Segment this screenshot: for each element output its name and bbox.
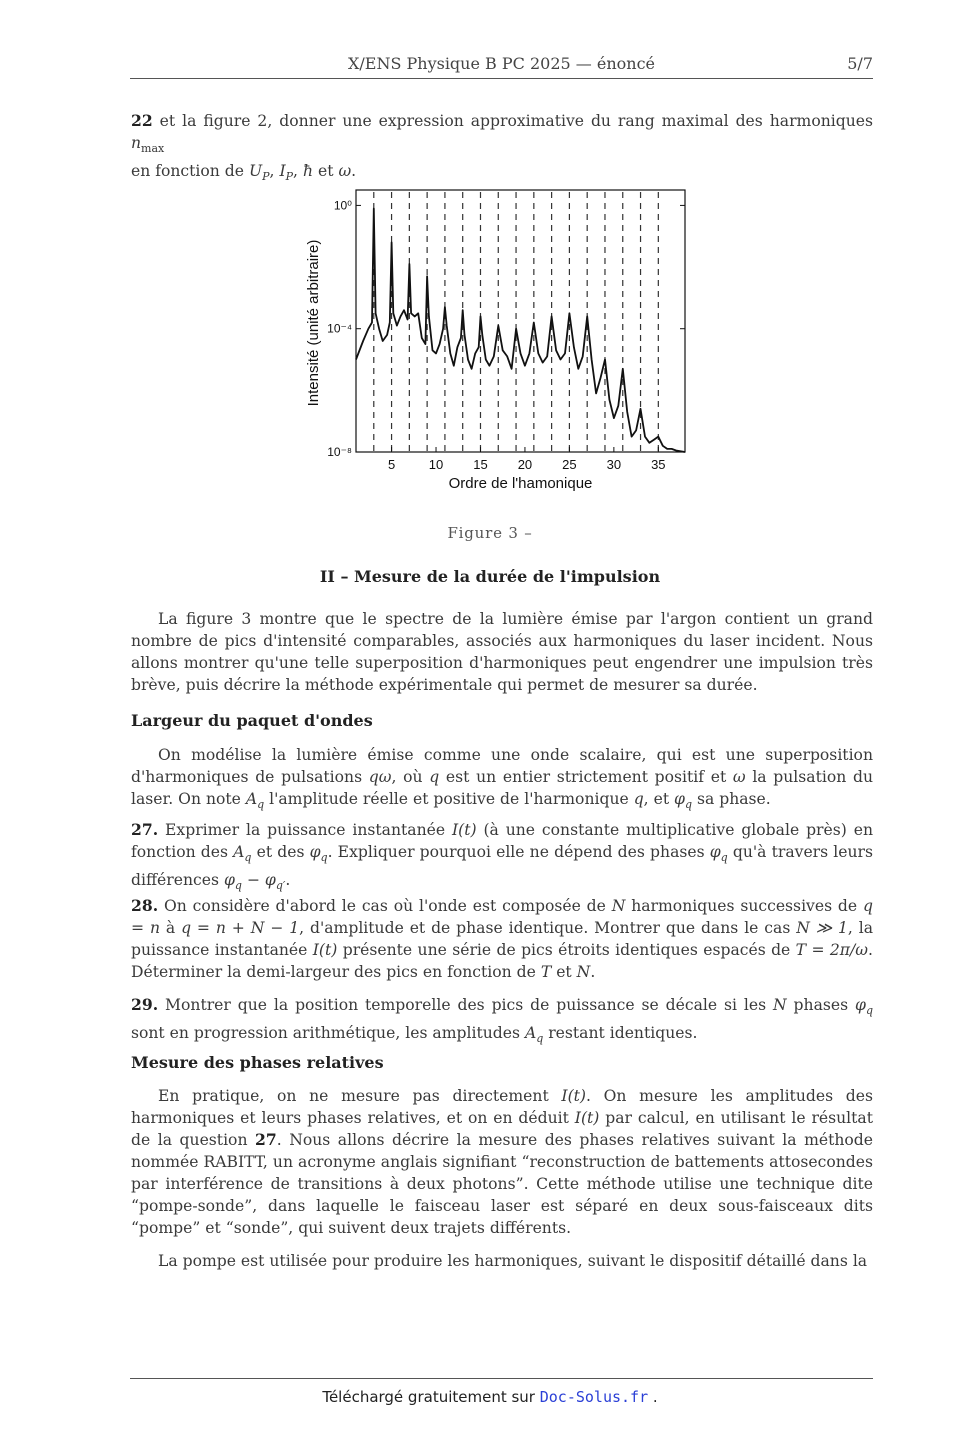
math: q = n (131, 897, 873, 937)
intro-paragraph (131, 110, 873, 188)
text: . Nous allons décrire la mesure des phases relatives suivant la méthode nommée RABITT, un acronyme anglais signifiant “reconstruction de battements attosecondes par interférence de transitions à deux photons”. Cette méthode utilise une technique dite “pompe-sonde”, dans laquelle le faisceau laser est séparé en deux sous-faisceaux dits “pompe” et “sonde”, qui suivent deux trajets différents. (131, 1131, 874, 1237)
math: q (429, 768, 440, 786)
text: . (590, 963, 596, 981)
text: sa phase. (692, 790, 771, 808)
x-tick-label: 20 (517, 457, 533, 472)
y-tick-label: 10⁻⁴ (327, 321, 352, 336)
intro-text: , (293, 162, 303, 181)
question-27 (131, 819, 873, 897)
question-number: 28. (131, 896, 159, 915)
text: et (551, 963, 577, 981)
math: q (633, 790, 644, 808)
math: T = 2π/ω (795, 941, 869, 959)
math-sub: q′ (275, 879, 286, 893)
question-number: 29. (131, 995, 159, 1014)
text: et des (251, 843, 310, 861)
y-axis-label: Intensité (unité arbitraire) (305, 239, 322, 407)
x-tick-label: 15 (473, 457, 488, 472)
paragraph-2 (131, 744, 873, 816)
footer-text: . (648, 1388, 658, 1406)
math: φ (223, 871, 235, 890)
math: I(t) (561, 1087, 586, 1105)
document-title: X/ENS Physique B PC 2025 — énoncé (347, 54, 655, 73)
math: I(t) (451, 821, 477, 839)
text: , et (643, 790, 675, 808)
footer-text: Téléchargé gratuitement sur (322, 1388, 540, 1406)
math-sub: q (865, 1004, 873, 1018)
page-number: 5/7 (847, 54, 873, 73)
y-tick-label: 10⁰ (333, 198, 352, 213)
intro-text: et (313, 162, 339, 181)
math: − φ (241, 871, 276, 890)
math: I(t) (312, 941, 338, 959)
text: . Déterminer la demi-largeur des pics en fonction de (131, 941, 873, 981)
text: , d'amplitude et de phase identique. Montrer que dans le cas (299, 919, 797, 937)
math-sub: P (262, 170, 270, 184)
harmonic-spectrum-chart (290, 180, 710, 510)
section-title: II – Mesure de la durée de l'impulsion (319, 567, 661, 586)
text: , où (391, 768, 430, 786)
text: est un entier strictement positif et (439, 768, 733, 786)
math: A (245, 790, 258, 808)
y-tick-label: 10⁻⁸ (327, 445, 352, 459)
math-sub: q (536, 1032, 544, 1046)
figure-caption: Figure 3 – (447, 524, 533, 542)
math-hbar: ħ (302, 162, 314, 181)
text: (à une constante multiplicative globale près) en fonction des (131, 821, 873, 861)
math-sub: q (720, 851, 728, 865)
text: En pratique, on ne mesure pas directement (158, 1087, 562, 1105)
text: restant identiques. (543, 1024, 698, 1043)
text: par calcul, en utilisant le résultat de la question (131, 1109, 873, 1149)
x-axis-label: Ordre de l'hamonique (448, 475, 593, 492)
question-29 (131, 994, 873, 1050)
spectrum-series-line (356, 209, 685, 453)
question-number: 22 (131, 111, 153, 130)
math-sub: q (257, 798, 265, 812)
question-reference: 27 (255, 1130, 277, 1149)
text: , la puissance instantanée (131, 919, 873, 959)
math: qω (368, 768, 392, 786)
math: I(t) (574, 1109, 600, 1127)
math: ω (732, 768, 746, 786)
intro-text: et la figure 2, donner une expression approximative du rang maximal des harmoniques (152, 112, 873, 130)
math: φ (309, 843, 321, 861)
math: N (611, 897, 626, 915)
text: On modélise la lumière émise comme une onde scalaire, qui est une superposition d'harmoniques de pulsations (131, 746, 873, 786)
paragraph-3 (131, 1085, 873, 1239)
math-sub: P (285, 170, 294, 184)
x-tick-label: 30 (606, 457, 622, 472)
text: la pulsation du laser. On note (131, 768, 873, 808)
math-sub: q (320, 851, 328, 865)
text: Montrer que la position temporelle des pics de puissance se décale si les (158, 996, 773, 1014)
text: phases (786, 996, 856, 1014)
text: à (160, 919, 182, 937)
math: N (576, 963, 591, 981)
question-number: 27. (131, 820, 159, 839)
text: harmoniques successives de (625, 897, 863, 915)
text: Exprimer la puissance instantanée (158, 821, 452, 839)
x-tick-label: 5 (387, 457, 396, 472)
page-header (130, 52, 873, 79)
subsection-title-2: Mesure des phases relatives (131, 1053, 384, 1072)
math: φ (709, 843, 721, 861)
math-sub: q (234, 879, 242, 893)
x-tick-label: 10 (428, 457, 444, 472)
math-sub: max (141, 142, 165, 156)
plot-frame (356, 190, 685, 452)
math: A (233, 843, 245, 861)
math-omega: ω (338, 162, 352, 181)
math: φ (674, 790, 685, 808)
page-footer (0, 1388, 980, 1406)
x-tick-label: 25 (562, 457, 577, 472)
intro-text: , (269, 162, 280, 181)
math: N (773, 996, 787, 1014)
text: . (285, 871, 291, 890)
math-ip: I (279, 162, 286, 181)
intro-text: en fonction de (131, 162, 249, 181)
math: N ≫ 1 (796, 919, 848, 937)
text: . On mesure les amplitudes des harmoniques et leurs phases relatives, et on en déduit (131, 1087, 873, 1127)
math: A (524, 1024, 537, 1043)
text: On considère d'abord le cas où l'onde est composée de (158, 897, 612, 915)
text: présente une série de pics étroits identiques espacés de (337, 941, 796, 959)
text: sont en progression arithmétique, les amplitudes (131, 1024, 525, 1043)
paragraph-1: La figure 3 montre que le spectre de la lumière émise par l'argon contient un grand nombre de pics d'intensité comparables, associés aux harmoniques du laser incident. Nous allons montrer qu'une telle superposition d'harmoniques peut engendrer une impulsion très brève, puis décrire la méthode expérimentale qui permet de mesurer sa durée. (131, 610, 873, 694)
question-28 (131, 895, 873, 983)
subsection-title-1: Largeur du paquet d'ondes (131, 711, 373, 730)
math-nmax: n (131, 134, 142, 152)
text: l'amplitude réelle et positive de l'harmonique (264, 790, 634, 808)
x-tick-label: 35 (651, 457, 666, 472)
math: T (540, 963, 552, 981)
paragraph-4: La pompe est utilisée pour produire les harmoniques, suivant le dispositif détaillé dans la (158, 1252, 868, 1270)
text: qu'à travers leurs différences (131, 843, 873, 890)
math: φ (855, 996, 866, 1014)
doc-solus-link[interactable]: Doc-Solus.fr (539, 1388, 649, 1406)
math-up: U (248, 162, 263, 181)
text: . Expliquer pourquoi elle ne dépend des phases (327, 843, 710, 861)
math-sub: q (684, 798, 693, 812)
footer-divider (130, 1378, 873, 1379)
math: q = n + N − 1 (181, 919, 300, 937)
intro-text: . (351, 162, 357, 181)
math-sub: q (244, 851, 252, 865)
